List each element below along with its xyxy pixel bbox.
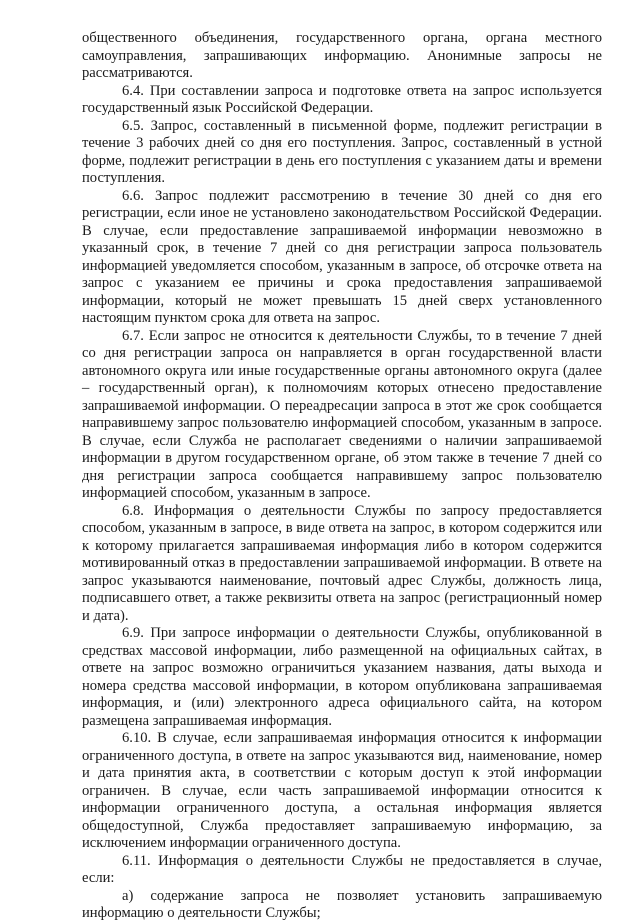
paragraph-text: Запрос, составленный в письменной форме, подлежит регистрации в течение 3 рабочих дней со дня его поступления. Запрос, составленный в устной форме, подлежит регистрации в день его поступления с указанием даты и времени поступления.	[82, 117, 603, 186]
paragraph-6-8	[82, 503, 602, 626]
paragraph-6-7	[82, 328, 602, 503]
paragraph-number: 6.9.	[122, 625, 144, 641]
paragraph-text: Запрос подлежит рассмотрению в течение 30 дней со дня его регистрации, если иное не установлено законодательством Российской Федерации. В случае, если предоставление запрашиваемой информации невозможно в указанный срок, в течение 7 дней со дня регистрации запроса пользователь информацией уведомляется способом, указанным в запросе, об отсрочке ответа на запрос с указанием ее причины и срока предоставления запрашиваемой информации, который не может превышать 15 дней сверх установленного настоящим пунктом срока для ответа на запрос.	[82, 187, 602, 326]
paragraph-6-11	[82, 853, 602, 888]
paragraph-text: Если запрос не относится к деятельности Службы, то в течение 7 дней со дня регистрации запроса он направляется в орган государственной власти автономного округа или иные государственные органы автономного округа (далее – государственный орган), к полномочиям которых отнесено предоставление запрашиваемой информации. О переадресации запроса в этот же срок сообщается направившему запрос пользователю информацией способом, указанным в запросе. В случае, если Служба не располагает сведениями о наличии запрашиваемой информации в другом государственном органе, об этом также в течение 7 дней со дня регистрации запроса сообщается направившему запрос пользователю информацией способом, указанным в запросе.	[82, 327, 602, 501]
subparagraph-a	[82, 888, 602, 923]
paragraph-number: 6.10.	[122, 730, 152, 746]
paragraph-6-10	[82, 730, 602, 853]
paragraph-6-9	[82, 625, 602, 730]
paragraph-number: 6.8.	[122, 502, 144, 519]
paragraph-text: При запросе информации о деятельности Службы, опубликованной в средствах массовой информации, либо размещенной на официальных сайтах, в ответе на запрос возможно ограничиться указанием названия, даты выхода и номера средства массовой информации, в котором опубликована запрашиваемая информация, и (или) электронного адреса официального сайта, на котором размещена запрашиваемая информация.	[82, 625, 602, 729]
paragraph-text: общественного объединения, государственного органа, органа местного самоуправления, запрашивающих информацию. Анонимные запросы не рассматриваются.	[82, 30, 602, 81]
paragraph-number: а)	[122, 887, 134, 904]
paragraph-number: 6.5.	[122, 117, 144, 134]
paragraph-text: содержание запроса не позволяет установить запрашиваемую информацию о деятельности Службы;	[82, 887, 602, 921]
document-page	[82, 30, 602, 923]
paragraph-text: Информация о деятельности Службы не предоставляется в случае, если:	[82, 852, 603, 886]
paragraph-6-4	[82, 83, 602, 118]
paragraph-number: 6.7.	[122, 327, 144, 344]
paragraph-text: В случае, если запрашиваемая информация относится к информации ограниченного доступа, в ответе на запрос указываются вид, наименование, номер и дата принятия акта, в соответствии с которым доступ к этой информации ограничен. В случае, если часть запрашиваемой информации относится к информации ограниченного доступа, а остальная информация является общедоступной, Служба предоставляет запрашиваемую информацию, за исключением информации ограниченного доступа.	[82, 730, 602, 851]
paragraph-6-5	[82, 118, 602, 188]
paragraph-number: 6.11.	[122, 852, 151, 869]
paragraph-text: Информация о деятельности Службы по запросу предоставляется способом, указанным в запросе, в виде ответа на запрос, в котором содержится или к которому прилагается запрашиваемая информация либо в котором содержится мотивированный отказ в предоставлении запрашиваемой информации. В ответе на запрос указываются наименование, почтовый адрес Службы, должность лица, подписавшего ответ, а также реквизиты ответа на запрос (регистрационный номер и дата).	[82, 502, 602, 624]
paragraph-number: 6.4.	[122, 82, 144, 99]
paragraph-number: 6.6.	[122, 187, 144, 204]
paragraph-continuation	[82, 30, 602, 83]
paragraph-text: При составлении запроса и подготовке ответа на запрос используется государственный язык Российской Федерации.	[82, 82, 602, 116]
paragraph-6-6	[82, 188, 602, 328]
